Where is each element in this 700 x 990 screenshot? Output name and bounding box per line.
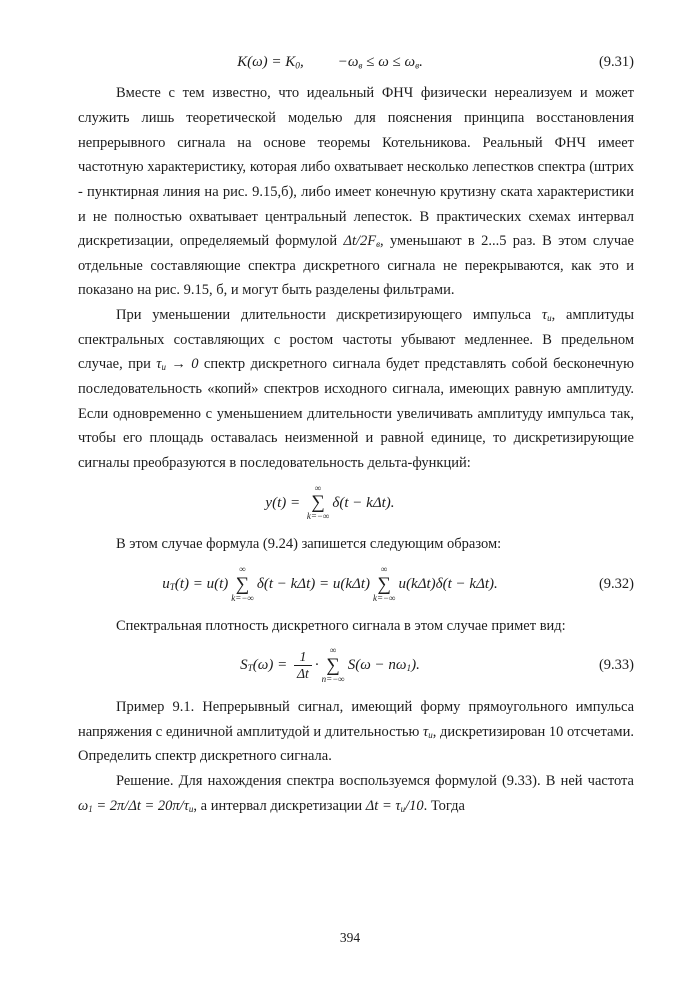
equation-delta-train-body — [78, 484, 582, 523]
math-run: y(t) = — [265, 494, 304, 511]
math-run: Δt/2F — [343, 233, 377, 250]
math-run: ). — [411, 657, 420, 674]
text-run: Для нахождения спектра воспользуемся формулой (9.33). В ней частота — [173, 773, 634, 790]
sum-lower-limit: k=−∞ — [306, 511, 330, 522]
math-run: = 2π/Δt = 20π/τ — [92, 797, 189, 814]
sum-upper-limit: ∞ — [239, 563, 246, 574]
equation-9-31-body — [78, 54, 582, 71]
subscript: и — [188, 803, 194, 814]
math-run: (t) = u(t) — [174, 575, 229, 592]
math-run: Δt = τ — [365, 797, 401, 814]
text-run: , уменьшают в 2...5 раз. В этом случае отдельные составляющие спектра дискретного сигнала не перекрываются, как это и показано на рис. 9.15, б, и могут быть разделены фильтрами. — [78, 233, 634, 299]
math-run: τ — [423, 723, 429, 740]
equation-9-33-body — [78, 646, 582, 685]
text-run: При уменьшении длительности дискретизирующего импульса — [116, 307, 542, 324]
text-run: , а интервал дискретизации — [193, 797, 366, 814]
multiplication-dot: · — [314, 657, 319, 674]
page-number: 394 — [339, 930, 361, 945]
sum-lower-limit: n=−∞ — [321, 674, 345, 685]
sum-lower-limit: k=−∞ — [372, 592, 396, 603]
sum-symbol: ∑ — [377, 573, 392, 595]
math-run: δ(t − kΔt). — [332, 494, 395, 511]
sum-symbol: ∑ — [326, 655, 340, 677]
subscript: и — [161, 362, 166, 373]
math-run: (ω) = — [252, 657, 291, 674]
equation-9-32 — [78, 565, 634, 604]
math-run: u(kΔt)δ(t − kΔt). — [398, 575, 498, 592]
sum-symbol: ∑ — [235, 573, 250, 595]
fraction-denominator: Δt — [294, 665, 312, 682]
math-run: S — [240, 657, 248, 674]
sum-upper-limit: ∞ — [314, 482, 322, 493]
equation-delta-train — [78, 484, 634, 523]
fraction-numerator: 1 — [299, 649, 307, 665]
math-run: /10 — [405, 797, 424, 814]
subscript: в — [415, 61, 420, 72]
math-run: , — [299, 54, 304, 70]
math-run: u — [162, 575, 170, 592]
subscript: 1 — [88, 803, 93, 814]
math-run: δ(t − kΔt) = u(kΔt) — [256, 575, 370, 592]
subscript: в — [376, 239, 381, 250]
text-run: Непрерывный сигнал, имеющий форму прямоугольного импульса напряжения с единичной амплитудой и длительностью — [78, 699, 635, 740]
subscript: T — [169, 583, 175, 594]
math-run: ≤ ω ≤ ω — [362, 54, 416, 70]
example-label: Пример 9.1. — [116, 699, 195, 716]
paragraph-pulse-duration — [78, 303, 634, 475]
paragraph-solution — [78, 769, 634, 818]
equation-number: (9.33) — [598, 657, 634, 674]
subscript: и — [400, 803, 406, 814]
text-run: Вместе с тем известно, что идеальный ФНЧ физически нереализуем и может служить лишь теоретической моделью для пояснения принципа восстановления непрерывного сигнала на основе теоремы Котельникова. Реальный ФНЧ имеет частотную характеристику, которая либо охватывает несколько лепестков спектра (штрих - пунктирная линия на рис. 9.15,б), либо имеет конечную крутизну ската характеристики и не полностью охватывает центральный лепесток. В практических схемах интервал дискретизации, определяемый формулой — [78, 85, 634, 250]
math-run: τ — [541, 307, 548, 324]
math-run: −ω — [337, 54, 359, 70]
equation-9-33 — [78, 646, 634, 685]
text-run: Спектральная плотность дискретного сигнала в этом случае примет вид: — [116, 617, 566, 634]
equation-number: (9.32) — [598, 575, 634, 592]
math-run: → 0 — [165, 356, 199, 373]
summation — [373, 565, 396, 604]
text-run: , дискретизирован 10 отсчетами. Определить спектр дискретного сигнала. — [78, 723, 634, 765]
summation — [231, 565, 254, 604]
equation-number: (9.31) — [598, 54, 634, 71]
sum-upper-limit: ∞ — [329, 645, 337, 656]
paragraph-spectral-density-intro — [78, 614, 634, 639]
math-run: ω — [78, 797, 89, 814]
subscript: и — [428, 730, 433, 741]
sum-symbol: ∑ — [311, 492, 325, 514]
subscript: 1 — [406, 664, 412, 675]
text-run: . Тогда — [423, 797, 465, 814]
equation-9-32-body — [78, 565, 582, 604]
equation-9-31 — [78, 54, 634, 71]
summation — [322, 646, 345, 685]
subscript: в — [358, 61, 363, 72]
summation — [307, 484, 330, 523]
paragraph-ideal-lpf — [78, 81, 634, 303]
text-run: В этом случае формула (9.24) запишется следующим образом: — [116, 536, 502, 553]
sum-upper-limit: ∞ — [381, 563, 388, 574]
fraction — [294, 649, 312, 682]
subscript: T — [247, 664, 253, 675]
subscript: 0 — [295, 61, 300, 72]
math-run: . — [419, 54, 423, 70]
paragraph-formula-intro — [78, 532, 634, 557]
math-run: S(ω − nω — [347, 657, 407, 674]
paragraph-example-9-1 — [78, 695, 634, 769]
math-run: K(ω) = K — [237, 54, 296, 70]
text-run: спектр дискретного сигнала будет представлять собой бесконечную последовательность «копий» спектров исходного сигнала, имеющих равную амплитуду. Если одновременно с уменьшением длительности увеличивать амплитуду импульса так, чтобы его площадь оставалась неизменной и равной единице, то дискретизирующие сигналы преобразуются в последовательность дельта-функций: — [78, 356, 635, 471]
math-run: τ — [156, 356, 162, 373]
solution-label: Решение. — [116, 773, 174, 790]
text-run: , амплитуды спектральных составляющих с ростом частоты убывают медленнее. В предельном случае, при — [78, 307, 634, 373]
sum-lower-limit: k=−∞ — [231, 592, 254, 603]
subscript: и — [547, 313, 552, 324]
